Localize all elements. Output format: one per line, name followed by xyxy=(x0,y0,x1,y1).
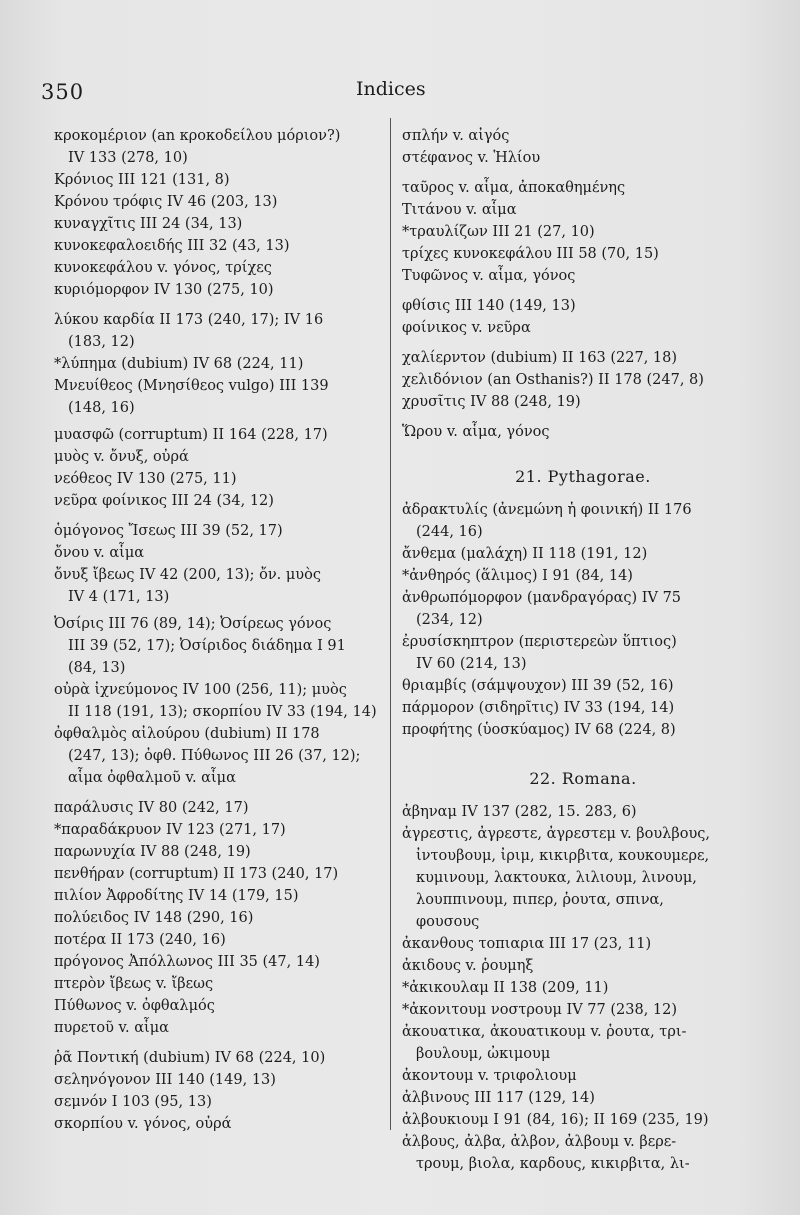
entry-continuation-line: αἷμα ὀφθαλμοῦ v. αἷμα xyxy=(68,770,236,786)
index-entry xyxy=(402,265,764,287)
entry-headword-line: ἀλβινους III 117 (129, 14) xyxy=(402,1090,595,1106)
entry-headword-line: Ὥρου v. αἷμα, γόνος xyxy=(402,424,550,440)
section-heading-romana: 22. Romana. xyxy=(529,769,637,788)
index-entry xyxy=(54,885,386,907)
index-entry xyxy=(402,955,764,977)
entry-headword-line: πενθήραν (corruptum) II 173 (240, 17) xyxy=(54,866,339,882)
entry-continuation-line: IV 4 (171, 13) xyxy=(68,589,170,605)
right-column xyxy=(402,125,764,1175)
index-entry xyxy=(402,933,764,955)
entry-headword-line: μυασφῶ (corruptum) II 164 (228, 17) xyxy=(54,427,328,443)
index-entry xyxy=(54,353,386,375)
entry-continuation-line: (183, 12) xyxy=(68,334,135,350)
entry-headword-line: ἀλβουκιουμ I 91 (84, 16); II 169 (235, 19) xyxy=(402,1112,709,1128)
index-entry xyxy=(54,1091,386,1113)
index-entry xyxy=(54,125,386,169)
entry-headword-line: πτερὸν ἴβεως v. ἴβεως xyxy=(54,976,214,992)
entry-headword-line: ἀγρεστις, ἀγρεστε, ἀγρεστεμ v. βουλβους, xyxy=(402,826,711,842)
page-number: 350 xyxy=(41,80,85,104)
entry-headword-line: ὁμόγονος Ἴσεως III 39 (52, 17) xyxy=(54,523,283,539)
entry-headword-line: σκορπίου v. γόνος, οὐρά xyxy=(54,1116,232,1132)
index-entry xyxy=(402,823,764,933)
entry-headword-line: θριαμβίς (σάμψουχον) III 39 (52, 16) xyxy=(402,678,674,694)
index-entry xyxy=(402,125,764,147)
entry-continuation-line: II 118 (191, 13); σκορπίου IV 33 (194, 14) xyxy=(68,704,377,720)
entry-headword-line: λύκου καρδία II 173 (240, 17); IV 16 xyxy=(54,312,324,328)
entry-headword-line: ταῦρος v. αἷμα, ἀποκαθημένης xyxy=(402,180,626,196)
entry-headword-line: ὀφθαλμὸς αἰλούρου (dubium) II 178 xyxy=(54,726,320,742)
entry-headword-line: Τιτάνου v. αἷμα xyxy=(402,202,517,218)
entry-continuation-line: φουσους xyxy=(416,914,480,930)
index-entry xyxy=(402,369,764,391)
entry-headword-line: νεῦρα φοίνικος III 24 (34, 12) xyxy=(54,493,274,509)
entry-continuation-line: βουλουμ, ὠκιμουμ xyxy=(416,1046,551,1062)
entry-headword-line: *λύπημα (dubium) IV 68 (224, 11) xyxy=(54,356,304,372)
entry-headword-line: φθίσις III 140 (149, 13) xyxy=(402,298,576,314)
index-entry xyxy=(54,446,386,468)
entry-headword-line: κυριόμορφον IV 130 (275, 10) xyxy=(54,282,274,298)
entry-headword-line: πάρμορον (σιδηρῖτις) IV 33 (194, 14) xyxy=(402,700,675,716)
index-entry xyxy=(402,147,764,169)
entry-continuation-line: ἰντουβουμ, ἰριμ, κικιρβιτα, κουκουμερε, xyxy=(416,848,710,864)
entry-headword-line: σεμνόν I 103 (95, 13) xyxy=(54,1094,212,1110)
index-entry xyxy=(54,1047,386,1069)
entry-headword-line: ἀνθρωπόμορφον (μανδραγόρας) IV 75 xyxy=(402,590,682,606)
index-entry xyxy=(54,564,386,608)
index-entry xyxy=(402,391,764,413)
entry-continuation-line: λουππινουμ, πιπερ, ῥουτα, σπινα, xyxy=(416,892,664,908)
running-head: Indices xyxy=(356,78,426,100)
entry-headword-line: πολύειδος IV 148 (290, 16) xyxy=(54,910,254,926)
entry-continuation-line: τρουμ, βιολα, καρδους, κικιρβιτα, λι- xyxy=(416,1156,690,1172)
entry-continuation-line: (247, 13); ὀφθ. Πύθωνος III 26 (37, 12); xyxy=(68,748,361,764)
index-entry xyxy=(402,347,764,369)
index-entry xyxy=(54,213,386,235)
index-entry xyxy=(54,995,386,1017)
index-entry xyxy=(402,1087,764,1109)
index-entry xyxy=(402,317,764,339)
entry-headword-line: παρωνυχία IV 88 (248, 19) xyxy=(54,844,251,860)
entry-headword-line: ἄνθεμα (μαλάχη) II 118 (191, 12) xyxy=(402,546,648,562)
entry-headword-line: χρυσῖτις IV 88 (248, 19) xyxy=(402,394,581,410)
entry-headword-line: κυνοκεφαλοειδής III 32 (43, 13) xyxy=(54,238,290,254)
index-entry xyxy=(54,375,386,419)
index-entry xyxy=(54,679,386,723)
entry-headword-line: στέφανος v. Ἡλίου xyxy=(402,150,541,166)
entry-headword-line: φοίνικος v. νεῦρα xyxy=(402,320,531,336)
index-entry xyxy=(54,819,386,841)
entry-headword-line: ποτέρα II 173 (240, 16) xyxy=(54,932,226,948)
entry-headword-line: ἀκουατικα, ἀκουατικουμ v. ῥουτα, τρι- xyxy=(402,1024,687,1040)
index-entry xyxy=(54,1113,386,1135)
entry-continuation-line: κυμινουμ, λακτουκα, λιλιουμ, λινουμ, xyxy=(416,870,697,886)
entry-headword-line: Ὀσίρις III 76 (89, 14); Ὀσίρεως γόνος xyxy=(54,616,332,632)
index-entry xyxy=(54,169,386,191)
index-entry xyxy=(54,973,386,995)
entry-headword-line: Τυφῶνος v. αἷμα, γόνος xyxy=(402,268,576,284)
entry-headword-line: ὄνου v. αἷμα xyxy=(54,545,145,561)
entry-headword-line: Κρόνιος III 121 (131, 8) xyxy=(54,172,230,188)
index-entry xyxy=(402,631,764,675)
entry-headword-line: ἀβηναμ IV 137 (282, 15. 283, 6) xyxy=(402,804,637,820)
column-divider xyxy=(390,118,391,1130)
entry-headword-line: Μνευίθεος (Μνησίθεος vulgo) III 139 xyxy=(54,378,329,394)
entry-headword-line: Πύθωνος v. ὀφθαλμός xyxy=(54,998,215,1014)
entry-headword-line: νεόθεος IV 130 (275, 11) xyxy=(54,471,237,487)
index-entry xyxy=(54,235,386,257)
entry-headword-line: πιλίον Ἀφροδίτης IV 14 (179, 15) xyxy=(54,888,299,904)
entry-headword-line: Κρόνου τρόφις IV 46 (203, 13) xyxy=(54,194,278,210)
index-entry xyxy=(402,543,764,565)
index-entry xyxy=(402,1065,764,1087)
index-entry xyxy=(54,490,386,512)
entry-continuation-line: (244, 16) xyxy=(416,524,483,540)
index-entry xyxy=(54,841,386,863)
entry-headword-line: πυρετοῦ v. αἷμα xyxy=(54,1020,169,1036)
entry-continuation-line: IV 133 (278, 10) xyxy=(68,150,188,166)
index-entry xyxy=(54,863,386,885)
entry-headword-line: ἐρυσίσκηπτρον (περιστερεὼν ὕπτιος) xyxy=(402,634,677,650)
index-entry xyxy=(54,1069,386,1091)
index-entry xyxy=(402,243,764,265)
index-entry xyxy=(402,675,764,697)
index-entry xyxy=(54,797,386,819)
index-entry xyxy=(402,295,764,317)
entry-headword-line: ἀλβους, ἀλβα, ἀλβον, ἀλβουμ v. βερε- xyxy=(402,1134,677,1150)
index-entry xyxy=(54,191,386,213)
left-column xyxy=(54,125,386,1135)
index-entry xyxy=(54,468,386,490)
index-entry xyxy=(54,951,386,973)
index-entry xyxy=(54,907,386,929)
entry-headword-line: *τραυλίζων III 21 (27, 10) xyxy=(402,224,595,240)
index-entry xyxy=(402,977,764,999)
index-entry xyxy=(402,719,764,741)
index-entries-top xyxy=(402,125,764,443)
entry-headword-line: *ἀνθηρός (ἅλιμος) I 91 (84, 14) xyxy=(402,568,633,584)
entry-headword-line: κυνοκεφάλου v. γόνος, τρίχες xyxy=(54,260,272,276)
index-entry xyxy=(402,565,764,587)
index-entry xyxy=(402,801,764,823)
entry-headword-line: μυὸς v. ὄνυξ, οὐρά xyxy=(54,449,189,465)
index-entry xyxy=(54,929,386,951)
entry-continuation-line: (234, 12) xyxy=(416,612,483,628)
index-entry xyxy=(54,257,386,279)
index-entries-romana xyxy=(402,801,764,1175)
entry-headword-line: ἀδρακτυλίς (ἀνεμώνη ἡ φοινική) II 176 xyxy=(402,502,692,518)
entry-headword-line: χαλίερντον (dubium) II 163 (227, 18) xyxy=(402,350,678,366)
entry-headword-line: ὄνυξ ἴβεως IV 42 (200, 13); ὄν. μυὸς xyxy=(54,567,321,583)
entry-headword-line: ῥᾶ Ποντική (dubium) IV 68 (224, 10) xyxy=(54,1050,326,1066)
index-entry xyxy=(54,520,386,542)
entry-headword-line: *παραδάκρυον IV 123 (271, 17) xyxy=(54,822,286,838)
index-entry xyxy=(402,177,764,199)
entry-headword-line: οὐρὰ ἰχνεύμονος IV 100 (256, 11); μυὸς xyxy=(54,682,347,698)
index-entry xyxy=(402,1131,764,1175)
entry-headword-line: πρόγονος Ἀπόλλωνος III 35 (47, 14) xyxy=(54,954,320,970)
index-entry xyxy=(54,279,386,301)
entry-headword-line: ἀκιδους v. ῥουμηξ xyxy=(402,958,534,974)
index-entry xyxy=(402,1021,764,1065)
entry-headword-line: *ἀκικουλαμ II 138 (209, 11) xyxy=(402,980,609,996)
entry-headword-line: *ἀκονιτουμ νοστρουμ IV 77 (238, 12) xyxy=(402,1002,678,1018)
entry-continuation-line: (148, 16) xyxy=(68,400,135,416)
index-entry xyxy=(54,723,386,789)
index-entry xyxy=(402,697,764,719)
index-entry xyxy=(402,199,764,221)
index-entry xyxy=(54,613,386,679)
entry-headword-line: χελιδόνιον (an Osthanis?) II 178 (247, 8) xyxy=(402,372,704,388)
entry-headword-line: κυναγχῖτις III 24 (34, 13) xyxy=(54,216,243,232)
index-entry xyxy=(402,587,764,631)
entry-headword-line: παράλυσις IV 80 (242, 17) xyxy=(54,800,249,816)
index-entry xyxy=(54,1017,386,1039)
entry-headword-line: προφήτης (ὑοσκύαμος) IV 68 (224, 8) xyxy=(402,722,676,738)
index-entry xyxy=(54,309,386,353)
entry-headword-line: σπλήν v. αἰγός xyxy=(402,128,510,144)
index-entries-pythagorae xyxy=(402,499,764,741)
entry-headword-line: ἀκανθους τοπιαρια III 17 (23, 11) xyxy=(402,936,652,952)
section-heading-pythagorae: 21. Pythagorae. xyxy=(515,467,651,486)
index-entry xyxy=(402,221,764,243)
entry-headword-line: ἀκοντουμ v. τριφολιουμ xyxy=(402,1068,577,1084)
index-entry xyxy=(402,499,764,543)
entry-headword-line: τρίχες κυνοκεφάλου III 58 (70, 15) xyxy=(402,246,659,262)
index-entry xyxy=(54,542,386,564)
entry-continuation-line: IV 60 (214, 13) xyxy=(416,656,527,672)
entry-headword-line: σεληνόγονον III 140 (149, 13) xyxy=(54,1072,276,1088)
index-entry xyxy=(402,421,764,443)
entry-continuation-line: III 39 (52, 17); Ὀσίριδος διάδημα I 91 xyxy=(68,638,346,654)
index-entry xyxy=(402,999,764,1021)
index-entry xyxy=(54,424,386,446)
entry-headword-line: κροκομέριον (an κροκοδείλου μόριον?) xyxy=(54,128,341,144)
entry-continuation-line: (84, 13) xyxy=(68,660,126,676)
index-entry xyxy=(402,1109,764,1131)
